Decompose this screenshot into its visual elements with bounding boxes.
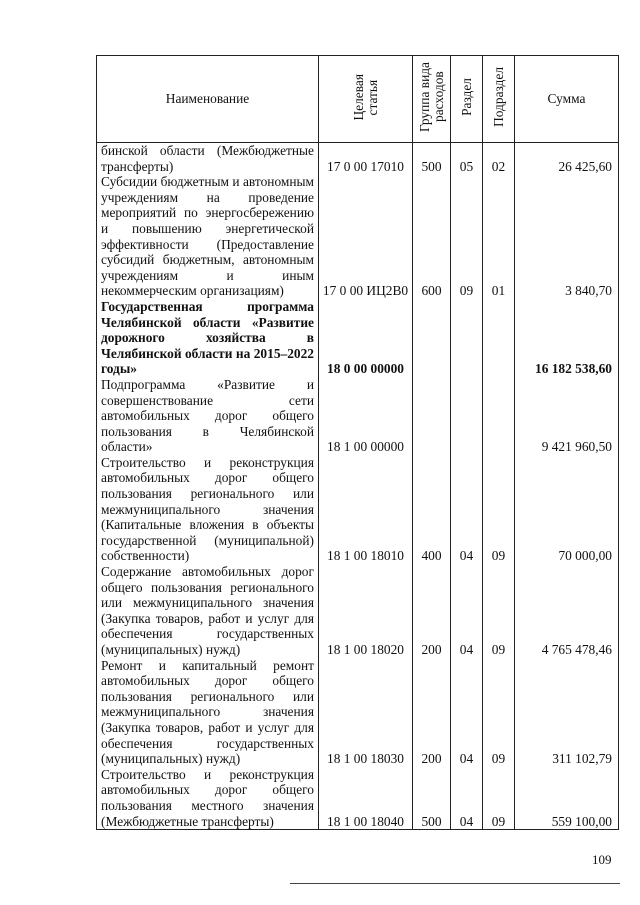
- cell-target: [319, 143, 413, 175]
- cell-section-text: 04: [459, 751, 474, 767]
- cell-group: [413, 767, 451, 830]
- cell-name-text: Строительство и реконструкция автомобильных дорог общего пользования местного значения (Межбюджетные трансферты): [101, 766, 314, 829]
- cell-section: [451, 377, 483, 455]
- cell-group: [413, 455, 451, 564]
- cell-section: [451, 299, 483, 377]
- cell-group: [413, 377, 451, 455]
- table-body: [97, 143, 619, 830]
- cell-sum-text: 311 102,79: [552, 751, 612, 767]
- cell-sum: [515, 299, 619, 377]
- cell-subsection: [483, 767, 515, 830]
- cell-section: [451, 658, 483, 767]
- cell-section-text: 04: [459, 813, 474, 829]
- cell-subsection: [483, 658, 515, 767]
- cell-subsection-text: 01: [491, 283, 506, 299]
- cell-target-text: 18 0 00 00000: [327, 361, 404, 377]
- cell-name: [97, 455, 319, 564]
- cell-name: [97, 377, 319, 455]
- header-section: Раздел: [451, 56, 483, 143]
- cell-name-text: Субсидии бюджетным и автономным учреждениям на проведение мероприятий по энергосбережению и повышению энергетической эффективности (Предоставление субсидий бюджетным, автономным учреждениям и иным некоммерческим организациям): [101, 174, 314, 299]
- budget-table: [96, 55, 619, 830]
- cell-section: [451, 455, 483, 564]
- cell-section: [451, 143, 483, 175]
- table-row: [97, 455, 619, 564]
- cell-target: [319, 564, 413, 658]
- cell-name: [97, 564, 319, 658]
- cell-group-text: 400: [421, 548, 442, 564]
- table-row: [97, 767, 619, 830]
- cell-name: [97, 658, 319, 767]
- cell-sum: [515, 455, 619, 564]
- header-target: Целевая статья: [319, 56, 413, 143]
- cell-target-text: 18 1 00 00000: [327, 439, 404, 455]
- cell-sum-text: 3 840,70: [565, 283, 612, 299]
- cell-name-text: бинской области (Межбюджетные трансферты): [101, 143, 314, 174]
- cell-target-text: 18 1 00 18040: [327, 813, 404, 829]
- cell-section-text: 09: [459, 283, 474, 299]
- cell-name-text: Подпрограмма «Развитие и совершенствование сети автомобильных дорог общего пользования в Челябинской области»: [101, 376, 314, 455]
- cell-subsection-text: 09: [491, 751, 506, 767]
- cell-subsection-text: 02: [491, 158, 506, 174]
- cell-target-text: 17 0 00 17010: [327, 158, 404, 174]
- cell-group: [413, 299, 451, 377]
- cell-target: [319, 174, 413, 299]
- table-row: [97, 299, 619, 377]
- cell-subsection: [483, 377, 515, 455]
- cell-group: [413, 174, 451, 299]
- cell-group-text: 600: [421, 283, 442, 299]
- header-subsection: Подраздел: [483, 56, 515, 143]
- table-row: [97, 174, 619, 299]
- cell-target-text: 18 1 00 18030: [327, 751, 404, 767]
- cell-sum: [515, 767, 619, 830]
- cell-name-text: Ремонт и капитальный ремонт автомобильных дорог общего пользования регионального или межмуниципального значения (Закупка товаров, работ и услуг для обеспечения государственных (муниципальных) нужд): [101, 657, 314, 767]
- cell-name-text: Государственная программа Челябинской области «Развитие дорожного хозяйства в Челябинской области на 2015–2022 годы»: [101, 298, 314, 377]
- cell-group-text: 200: [421, 751, 442, 767]
- cell-name: [97, 143, 319, 175]
- cell-target: [319, 377, 413, 455]
- cell-subsection-text: 09: [491, 548, 506, 564]
- cell-sum: [515, 143, 619, 175]
- header-group: Группа вида расходов: [413, 56, 451, 143]
- cell-sum: [515, 174, 619, 299]
- cell-name: [97, 299, 319, 377]
- page-number: 109: [592, 852, 612, 867]
- table-header-row: [97, 56, 619, 143]
- header-name: Наименование: [97, 56, 319, 143]
- cell-target: [319, 455, 413, 564]
- cell-subsection-text: 09: [491, 642, 506, 657]
- cell-target-text: 17 0 00 ИЦ2В0: [322, 283, 409, 299]
- cell-group-text: 500: [421, 813, 442, 829]
- cell-sum-text: 26 425,60: [558, 158, 612, 174]
- cell-sum: [515, 564, 619, 658]
- cell-sum-text: 16 182 538,60: [535, 361, 612, 377]
- cell-name-text: Содержание автомобильных дорог общего пользования регионального или межмуниципального значения (Закупка товаров, работ и услуг для обеспечения государственных (муниципальных) нужд): [101, 564, 314, 657]
- table-row: [97, 143, 619, 175]
- cell-section: [451, 767, 483, 830]
- cell-target-text: 18 1 00 18020: [327, 642, 404, 657]
- table-row: [97, 377, 619, 455]
- cell-subsection: [483, 143, 515, 175]
- cell-name: [97, 767, 319, 830]
- cell-group-text: 500: [421, 158, 442, 174]
- cell-section-text: 04: [459, 548, 474, 564]
- cell-target-text: 18 1 00 18010: [327, 548, 404, 564]
- cell-group: [413, 658, 451, 767]
- cell-target: [319, 658, 413, 767]
- header-sum: Сумма: [515, 56, 619, 143]
- cell-group-text: 200: [421, 642, 442, 657]
- table-row: [97, 564, 619, 658]
- cell-section: [451, 564, 483, 658]
- cell-group: [413, 564, 451, 658]
- cell-sum-text: 70 000,00: [558, 548, 612, 564]
- cell-section-text: 05: [459, 158, 474, 174]
- cell-subsection: [483, 174, 515, 299]
- cell-section-text: 04: [459, 642, 474, 657]
- cell-subsection: [483, 299, 515, 377]
- cell-target: [319, 767, 413, 830]
- cell-section: [451, 174, 483, 299]
- cell-sum: [515, 377, 619, 455]
- cell-sum: [515, 658, 619, 767]
- cell-target: [319, 299, 413, 377]
- cell-sum-text: 9 421 960,50: [541, 439, 612, 455]
- cell-group: [413, 143, 451, 175]
- cell-name: [97, 174, 319, 299]
- cell-name-text: Строительство и реконструкция автомобильных дорог общего пользования регионального или межмуниципального значения (Капитальные вложения в объекты государственной (муниципальной) собственности): [101, 454, 314, 564]
- cell-sum-text: 559 100,00: [551, 813, 612, 829]
- cell-sum-text: 4 765 478,46: [541, 642, 612, 657]
- cell-subsection-text: 09: [491, 813, 506, 829]
- cell-subsection: [483, 564, 515, 658]
- table-row: [97, 658, 619, 767]
- cell-subsection: [483, 455, 515, 564]
- footer-divider: [290, 883, 620, 884]
